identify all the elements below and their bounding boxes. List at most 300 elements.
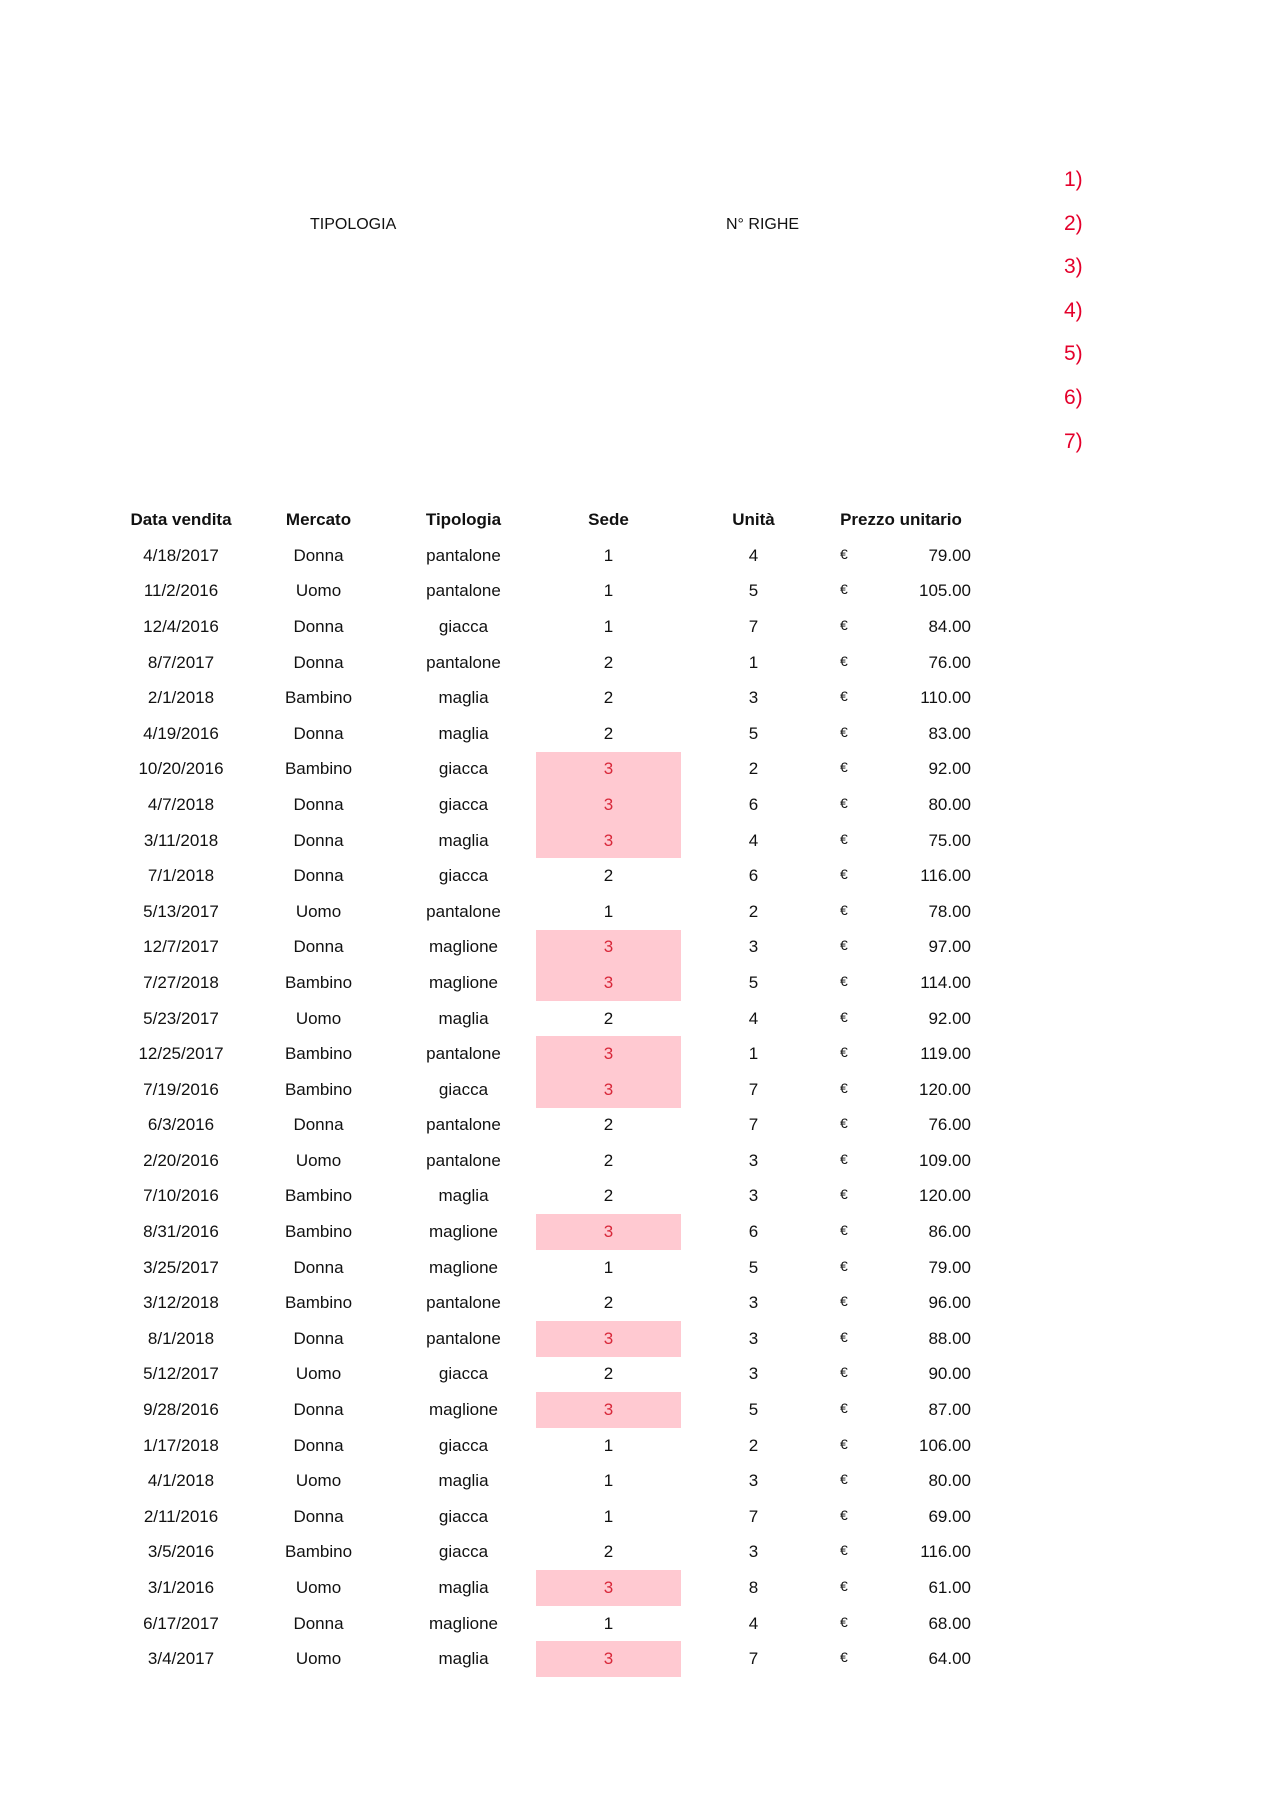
table-row: [116, 1535, 976, 1571]
cell-mercato: Bambino: [284, 1079, 353, 1099]
cell-data-vendita: 11/2/2016: [143, 581, 219, 601]
cell-sede: 3: [536, 930, 681, 966]
cell-mercato: Donna: [293, 1506, 344, 1526]
cell-tipologia: pantalone: [426, 1115, 501, 1135]
table-row: [116, 645, 976, 681]
cell-unita: 5: [748, 1257, 759, 1277]
cell-data-vendita: 7/19/2016: [143, 1079, 219, 1099]
question-number: 2): [1064, 212, 1083, 235]
euro-symbol: €: [840, 937, 848, 954]
cell-mercato: Uomo: [295, 1471, 342, 1491]
euro-symbol: €: [840, 1578, 848, 1595]
cell-sede: 3: [536, 752, 681, 788]
price-value: 79.00: [928, 1257, 971, 1277]
cell-prezzo-unitario: [826, 1143, 976, 1179]
table-row: [116, 680, 976, 716]
cell-data-vendita: 5/13/2017: [143, 901, 219, 921]
col-header-unita: Unità: [732, 510, 775, 529]
cell-sede: 2: [603, 1115, 614, 1135]
euro-symbol: €: [840, 1044, 848, 1061]
cell-sede: 2: [603, 1008, 614, 1028]
cell-unita: 3: [748, 1293, 759, 1313]
cell-mercato: Bambino: [284, 1293, 353, 1313]
price-value: 79.00: [928, 545, 971, 565]
cell-tipologia: maglia: [438, 830, 489, 850]
table-row: [116, 1357, 976, 1393]
euro-symbol: €: [840, 581, 848, 598]
table-row: [116, 1606, 976, 1642]
cell-mercato: Uomo: [295, 1649, 342, 1669]
cell-prezzo-unitario: [826, 752, 976, 788]
cell-unita: 1: [748, 652, 759, 672]
table-row: [116, 1641, 976, 1677]
cell-tipologia: giacca: [438, 616, 489, 636]
cell-data-vendita: 8/1/2018: [147, 1328, 215, 1348]
price-value: 114.00: [920, 972, 971, 992]
cell-tipologia: maglione: [429, 1400, 498, 1420]
price-value: 110.00: [920, 688, 971, 708]
cell-mercato: Bambino: [284, 1222, 353, 1242]
cell-data-vendita: 3/25/2017: [143, 1257, 219, 1277]
euro-symbol: €: [840, 1008, 848, 1025]
euro-symbol: €: [840, 1435, 848, 1452]
cell-unita: 3: [748, 1542, 759, 1562]
cell-prezzo-unitario: [826, 1001, 976, 1037]
price-value: 109.00: [919, 1150, 971, 1170]
table-row: [116, 1108, 976, 1144]
euro-symbol: €: [840, 1542, 848, 1559]
cell-unita: 3: [748, 1186, 759, 1206]
cell-mercato: Bambino: [284, 1542, 353, 1562]
cell-sede: 2: [603, 1293, 614, 1313]
cell-data-vendita: 2/11/2016: [143, 1506, 219, 1526]
cell-mercato: Bambino: [284, 688, 353, 708]
table-row: [116, 787, 976, 823]
euro-symbol: €: [840, 1471, 848, 1488]
euro-symbol: €: [840, 1257, 848, 1274]
cell-prezzo-unitario: [826, 1214, 976, 1250]
cell-mercato: Uomo: [295, 901, 342, 921]
cell-data-vendita: 7/27/2018: [143, 972, 219, 992]
cell-sede: 2: [603, 1364, 614, 1384]
cell-data-vendita: 3/12/2018: [143, 1293, 219, 1313]
cell-prezzo-unitario: [826, 1072, 976, 1108]
price-value: 116.00: [920, 866, 971, 886]
cell-sede: 1: [603, 1506, 614, 1526]
price-value: 119.00: [920, 1044, 971, 1064]
cell-data-vendita: 12/7/2017: [143, 937, 219, 957]
cell-mercato: Donna: [293, 1613, 344, 1633]
euro-symbol: €: [840, 1115, 848, 1132]
table-row: [116, 930, 976, 966]
cell-prezzo-unitario: [826, 1570, 976, 1606]
cell-tipologia: giacca: [438, 759, 489, 779]
price-value: 92.00: [928, 759, 971, 779]
cell-mercato: Bambino: [284, 1186, 353, 1206]
cell-data-vendita: 10/20/2016: [138, 759, 224, 779]
table-row: [116, 609, 976, 645]
euro-symbol: €: [840, 1222, 848, 1239]
cell-tipologia: giacca: [438, 1435, 489, 1455]
cell-prezzo-unitario: [826, 1641, 976, 1677]
cell-unita: 2: [748, 1435, 759, 1455]
cell-tipologia: pantalone: [426, 901, 501, 921]
euro-symbol: €: [840, 901, 848, 918]
cell-mercato: Donna: [293, 794, 344, 814]
cell-mercato: Donna: [293, 723, 344, 743]
cell-prezzo-unitario: [826, 538, 976, 574]
table-row: [116, 1392, 976, 1428]
cell-mercato: Bambino: [284, 759, 353, 779]
price-value: 76.00: [928, 1115, 971, 1135]
cell-unita: 7: [748, 616, 759, 636]
cell-mercato: Donna: [293, 866, 344, 886]
tipologia-header: TIPOLOGIA: [310, 216, 397, 233]
cell-tipologia: maglione: [429, 1222, 498, 1242]
cell-tipologia: giacca: [438, 1506, 489, 1526]
cell-unita: 6: [748, 866, 759, 886]
cell-mercato: Donna: [293, 652, 344, 672]
price-value: 88.00: [928, 1328, 971, 1348]
cell-prezzo-unitario: [826, 1606, 976, 1642]
table-row: [116, 858, 976, 894]
price-value: 97.00: [928, 937, 971, 957]
cell-tipologia: maglia: [438, 1471, 489, 1491]
euro-symbol: €: [840, 794, 848, 811]
cell-unita: 7: [748, 1506, 759, 1526]
cell-tipologia: pantalone: [426, 1293, 501, 1313]
cell-unita: 6: [748, 794, 759, 814]
cell-mercato: Donna: [293, 1257, 344, 1277]
cell-prezzo-unitario: [826, 1285, 976, 1321]
cell-unita: 3: [748, 1150, 759, 1170]
cell-mercato: Uomo: [295, 1364, 342, 1384]
cell-sede: 1: [603, 545, 614, 565]
cell-prezzo-unitario: [826, 930, 976, 966]
cell-unita: 3: [748, 1328, 759, 1348]
cell-unita: 4: [748, 830, 759, 850]
cell-tipologia: maglia: [438, 1578, 489, 1598]
cell-tipologia: pantalone: [426, 1150, 501, 1170]
price-value: 96.00: [928, 1293, 971, 1313]
euro-symbol: €: [840, 866, 848, 883]
euro-symbol: €: [840, 972, 848, 989]
euro-symbol: €: [840, 1613, 848, 1630]
cell-unita: 2: [748, 901, 759, 921]
euro-symbol: €: [840, 723, 848, 740]
cell-mercato: Bambino: [284, 972, 353, 992]
table-row: [116, 1428, 976, 1464]
table-row: [116, 1179, 976, 1215]
cell-prezzo-unitario: [826, 787, 976, 823]
col-header-data-vendita: Data vendita: [130, 510, 232, 529]
cell-tipologia: pantalone: [426, 652, 501, 672]
cell-data-vendita: 3/11/2018: [143, 830, 219, 850]
price-value: 68.00: [928, 1613, 971, 1633]
table-row: [116, 1463, 976, 1499]
cell-sede: 3: [536, 1641, 681, 1677]
cell-unita: 8: [748, 1578, 759, 1598]
cell-unita: 1: [748, 1044, 759, 1064]
cell-prezzo-unitario: [826, 1535, 976, 1571]
cell-data-vendita: 8/7/2017: [147, 652, 215, 672]
euro-symbol: €: [840, 652, 848, 669]
price-value: 120.00: [919, 1186, 971, 1206]
price-value: 76.00: [928, 652, 971, 672]
n-righe-header: N° RIGHE: [726, 216, 800, 233]
table-row: [116, 823, 976, 859]
cell-mercato: Donna: [293, 1115, 344, 1135]
cell-unita: 3: [748, 688, 759, 708]
cell-data-vendita: 12/4/2016: [143, 616, 219, 636]
cell-data-vendita: 2/1/2018: [147, 688, 215, 708]
cell-mercato: Uomo: [295, 581, 342, 601]
cell-prezzo-unitario: [826, 1179, 976, 1215]
cell-mercato: Bambino: [284, 1044, 353, 1064]
cell-unita: 3: [748, 1364, 759, 1384]
cell-tipologia: pantalone: [426, 1328, 501, 1348]
table-row: [116, 1285, 976, 1321]
col-header-mercato: Mercato: [285, 510, 352, 529]
cell-tipologia: maglia: [438, 723, 489, 743]
table-row: [116, 965, 976, 1001]
cell-tipologia: maglione: [429, 1257, 498, 1277]
table-row: [116, 1143, 976, 1179]
cell-unita: 4: [748, 1008, 759, 1028]
euro-symbol: €: [840, 1649, 848, 1666]
question-number: 1): [1064, 168, 1083, 191]
cell-sede: 2: [603, 1186, 614, 1206]
table-row: [116, 1321, 976, 1357]
question-number: 7): [1064, 430, 1083, 453]
cell-sede: 1: [603, 901, 614, 921]
table-row: [116, 574, 976, 610]
cell-tipologia: maglione: [429, 972, 498, 992]
cell-prezzo-unitario: [826, 609, 976, 645]
cell-sede: 1: [603, 581, 614, 601]
cell-prezzo-unitario: [826, 1463, 976, 1499]
price-value: 86.00: [928, 1222, 971, 1242]
cell-sede: 3: [536, 965, 681, 1001]
cell-data-vendita: 8/31/2016: [143, 1222, 219, 1242]
table-row: [116, 1214, 976, 1250]
cell-tipologia: maglione: [429, 937, 498, 957]
question-number: 3): [1064, 255, 1083, 278]
table-row: [116, 894, 976, 930]
cell-unita: 7: [748, 1649, 759, 1669]
cell-unita: 5: [748, 972, 759, 992]
cell-data-vendita: 12/25/2017: [138, 1044, 224, 1064]
cell-data-vendita: 6/17/2017: [143, 1613, 219, 1633]
cell-tipologia: giacca: [438, 1079, 489, 1099]
price-value: 87.00: [928, 1400, 971, 1420]
cell-tipologia: maglia: [438, 688, 489, 708]
cell-unita: 2: [748, 759, 759, 779]
cell-sede: 3: [536, 1392, 681, 1428]
price-value: 92.00: [928, 1008, 971, 1028]
euro-symbol: €: [840, 759, 848, 776]
price-value: 105.00: [919, 581, 971, 601]
cell-prezzo-unitario: [826, 1321, 976, 1357]
cell-prezzo-unitario: [826, 1392, 976, 1428]
cell-unita: 5: [748, 723, 759, 743]
euro-symbol: €: [840, 545, 848, 562]
cell-prezzo-unitario: [826, 716, 976, 752]
cell-tipologia: giacca: [438, 1542, 489, 1562]
cell-data-vendita: 9/28/2016: [143, 1400, 219, 1420]
cell-tipologia: pantalone: [426, 1044, 501, 1064]
table-row: [116, 752, 976, 788]
cell-prezzo-unitario: [826, 894, 976, 930]
table-row: [116, 1499, 976, 1535]
table-row: [116, 538, 976, 574]
cell-data-vendita: 7/10/2016: [143, 1186, 219, 1206]
cell-tipologia: maglia: [438, 1649, 489, 1669]
table-row: [116, 1072, 976, 1108]
cell-sede: 3: [536, 1321, 681, 1357]
cell-unita: 3: [748, 937, 759, 957]
question-number: 6): [1064, 386, 1083, 409]
cell-unita: 5: [748, 581, 759, 601]
cell-prezzo-unitario: [826, 1036, 976, 1072]
cell-data-vendita: 5/12/2017: [143, 1364, 219, 1384]
cell-mercato: Donna: [293, 830, 344, 850]
table-row: [116, 1250, 976, 1286]
euro-symbol: €: [840, 688, 848, 705]
cell-data-vendita: 3/4/2017: [147, 1649, 215, 1669]
col-header-tipologia: Tipologia: [425, 510, 502, 529]
cell-prezzo-unitario: [826, 1108, 976, 1144]
cell-data-vendita: 4/1/2018: [147, 1471, 215, 1491]
cell-prezzo-unitario: [826, 680, 976, 716]
cell-sede: 3: [536, 823, 681, 859]
euro-symbol: €: [840, 1293, 848, 1310]
price-value: 83.00: [928, 723, 971, 743]
cell-unita: 3: [748, 1471, 759, 1491]
cell-mercato: Uomo: [295, 1578, 342, 1598]
cell-prezzo-unitario: [826, 1428, 976, 1464]
cell-unita: 4: [748, 1613, 759, 1633]
euro-symbol: €: [840, 1150, 848, 1167]
cell-data-vendita: 3/5/2016: [147, 1542, 215, 1562]
price-value: 80.00: [928, 1471, 971, 1491]
euro-symbol: €: [840, 830, 848, 847]
cell-sede: 1: [603, 1257, 614, 1277]
cell-sede: 2: [603, 866, 614, 886]
cell-tipologia: giacca: [438, 866, 489, 886]
cell-tipologia: maglia: [438, 1186, 489, 1206]
cell-prezzo-unitario: [826, 823, 976, 859]
cell-sede: 1: [603, 1613, 614, 1633]
cell-mercato: Donna: [293, 616, 344, 636]
price-value: 84.00: [928, 616, 971, 636]
price-value: 80.00: [928, 794, 971, 814]
euro-symbol: €: [840, 1400, 848, 1417]
price-value: 106.00: [919, 1435, 971, 1455]
price-value: 78.00: [928, 901, 971, 921]
cell-unita: 4: [748, 545, 759, 565]
cell-mercato: Donna: [293, 937, 344, 957]
cell-sede: 1: [603, 1471, 614, 1491]
price-value: 69.00: [928, 1506, 971, 1526]
cell-sede: 2: [603, 688, 614, 708]
cell-tipologia: maglione: [429, 1613, 498, 1633]
cell-prezzo-unitario: [826, 574, 976, 610]
cell-data-vendita: 5/23/2017: [143, 1008, 219, 1028]
cell-data-vendita: 1/17/2018: [143, 1435, 219, 1455]
cell-tipologia: giacca: [438, 1364, 489, 1384]
euro-symbol: €: [840, 1079, 848, 1096]
price-value: 64.00: [928, 1649, 971, 1669]
cell-sede: 3: [536, 787, 681, 823]
table-body: [116, 538, 976, 1677]
cell-data-vendita: 4/18/2017: [143, 545, 219, 565]
cell-mercato: Donna: [293, 545, 344, 565]
cell-sede: 1: [603, 616, 614, 636]
cell-tipologia: pantalone: [426, 581, 501, 601]
cell-unita: 7: [748, 1115, 759, 1135]
euro-symbol: €: [840, 616, 848, 633]
cell-prezzo-unitario: [826, 645, 976, 681]
cell-prezzo-unitario: [826, 965, 976, 1001]
cell-mercato: Uomo: [295, 1008, 342, 1028]
cell-data-vendita: 2/20/2016: [143, 1150, 219, 1170]
cell-prezzo-unitario: [826, 858, 976, 894]
col-header-prezzo: Prezzo unitario: [840, 510, 962, 529]
cell-sede: 3: [536, 1036, 681, 1072]
price-value: 61.00: [928, 1578, 971, 1598]
price-value: 116.00: [920, 1542, 971, 1562]
price-value: 90.00: [928, 1364, 971, 1384]
cell-data-vendita: 6/3/2016: [147, 1115, 215, 1135]
cell-mercato: Donna: [293, 1435, 344, 1455]
cell-sede: 3: [536, 1214, 681, 1250]
cell-prezzo-unitario: [826, 1357, 976, 1393]
question-number: 4): [1064, 299, 1083, 322]
cell-prezzo-unitario: [826, 1250, 976, 1286]
cell-sede: 2: [603, 1542, 614, 1562]
cell-unita: 5: [748, 1400, 759, 1420]
cell-tipologia: pantalone: [426, 545, 501, 565]
cell-mercato: Uomo: [295, 1150, 342, 1170]
cell-sede: 3: [536, 1570, 681, 1606]
table-row: [116, 1001, 976, 1037]
cell-mercato: Donna: [293, 1400, 344, 1420]
col-header-sede: Sede: [588, 510, 629, 529]
cell-sede: 2: [603, 723, 614, 743]
table-row: [116, 1036, 976, 1072]
cell-unita: 7: [748, 1079, 759, 1099]
euro-symbol: €: [840, 1506, 848, 1523]
question-number: 5): [1064, 342, 1083, 365]
cell-prezzo-unitario: [826, 1499, 976, 1535]
cell-unita: 6: [748, 1222, 759, 1242]
table-row: [116, 716, 976, 752]
table-row: [116, 1570, 976, 1606]
euro-symbol: €: [840, 1328, 848, 1345]
cell-sede: 2: [603, 652, 614, 672]
price-value: 75.00: [928, 830, 971, 850]
cell-data-vendita: 4/7/2018: [147, 794, 215, 814]
cell-data-vendita: 4/19/2016: [143, 723, 219, 743]
euro-symbol: €: [840, 1364, 848, 1381]
euro-symbol: €: [840, 1186, 848, 1203]
cell-data-vendita: 7/1/2018: [147, 866, 215, 886]
cell-data-vendita: 3/1/2016: [147, 1578, 215, 1598]
cell-sede: 3: [536, 1072, 681, 1108]
header-row: [116, 502, 976, 538]
cell-sede: 1: [603, 1435, 614, 1455]
